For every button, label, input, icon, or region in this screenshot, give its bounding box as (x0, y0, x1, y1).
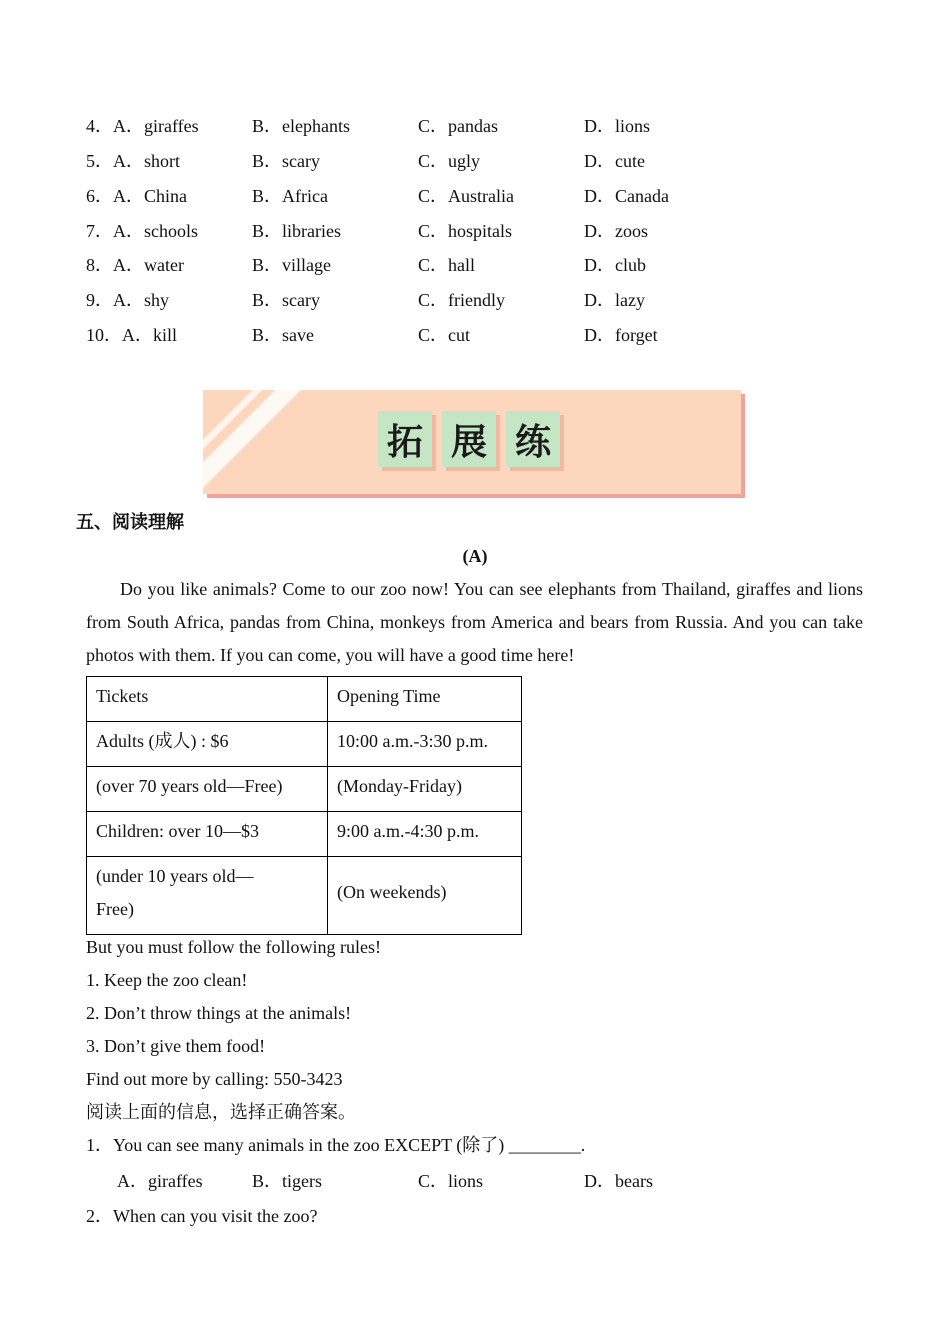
option-d (584, 288, 645, 312)
table-cell-text: (under 10 years old—Free) (96, 865, 254, 919)
option-letter: C． (418, 325, 449, 345)
option-b (252, 253, 331, 277)
option-text: short (144, 151, 180, 171)
option-letter: D． (584, 151, 615, 171)
rule-item: 1. Keep the zoo clean! (86, 970, 248, 990)
option-b (252, 288, 320, 312)
option-a (86, 219, 198, 243)
option-letter: A． (113, 290, 144, 310)
option-letter: C． (418, 116, 449, 136)
rules-and-questions (86, 931, 863, 1162)
rule-item: 2. Don’t throw things at the animals! (86, 1003, 352, 1023)
option-text: tigers (282, 1171, 323, 1191)
option-text: Africa (282, 186, 328, 206)
rules-intro: But you must follow the following rules! (86, 937, 381, 957)
question-row-5 (86, 149, 806, 173)
table-row (87, 812, 522, 857)
option-letter: B． (252, 290, 283, 310)
rule-item: 3. Don’t give them food! (86, 1036, 266, 1056)
option-c (418, 288, 505, 312)
reading-question-2 (86, 1204, 806, 1228)
table-cell: 10:00 a.m.-3:30 p.m. (328, 722, 522, 767)
option-text: shy (144, 290, 170, 310)
option-text: scary (282, 290, 320, 310)
option-text: zoos (615, 221, 648, 241)
option-text: China (144, 186, 187, 206)
option-a (86, 114, 199, 138)
option-d (584, 323, 658, 347)
passage-text: Do you like animals? Come to our zoo now! You can see elephants from Thailand, giraffes and lions from South Africa, pandas from China, monkeys from America and bears from Russia. And you can take photos with them. If you can come, you will have a good time here! (86, 579, 863, 665)
option-text: Canada (615, 186, 669, 206)
option-c (418, 1169, 483, 1193)
option-text: club (615, 255, 646, 275)
table-header-row (87, 677, 522, 722)
section-title: 五、阅读理解 (76, 512, 184, 533)
option-text: pandas (448, 116, 498, 136)
option-letter: D． (584, 255, 615, 275)
option-letter: A． (113, 116, 144, 136)
option-letter: A． (113, 221, 144, 241)
option-text: lazy (615, 290, 645, 310)
option-text: scary (282, 151, 320, 171)
banner-char: 展 (450, 421, 487, 463)
passage-label: (A) (462, 546, 488, 566)
contact-line: Find out more by calling: 550-3423 (86, 1069, 343, 1089)
option-letter: C． (418, 1171, 449, 1191)
option-text: kill (153, 325, 178, 345)
ticket-table (86, 676, 522, 935)
instruction-line: 阅读上面的信息，选择正确答案。 (86, 1102, 356, 1122)
banner-char-box (378, 411, 432, 467)
option-letter: C． (418, 255, 449, 275)
extension-practice-banner (203, 390, 741, 494)
option-d (584, 184, 669, 208)
table-cell: Adults (成人) : $6 (87, 722, 328, 767)
option-b (252, 114, 350, 138)
table-cell: (On weekends) (328, 857, 522, 935)
option-text: giraffes (148, 1171, 203, 1191)
question-number: 5． (86, 151, 113, 171)
option-d (584, 149, 645, 173)
option-letter: D． (584, 116, 615, 136)
option-letter: A． (113, 151, 144, 171)
option-letter: A． (113, 186, 144, 206)
option-c (418, 114, 498, 138)
question-number: 6． (86, 186, 113, 206)
option-text: libraries (282, 221, 341, 241)
table-row (87, 722, 522, 767)
question-row-7 (86, 219, 806, 243)
option-text: cute (615, 151, 645, 171)
option-letter: D． (584, 1171, 615, 1191)
table-cell: Children: over 10—$3 (87, 812, 328, 857)
option-text: save (282, 325, 314, 345)
option-d (584, 114, 650, 138)
option-text: elephants (282, 116, 350, 136)
question-row-4 (86, 114, 806, 138)
option-b (252, 219, 341, 243)
option-d (584, 1169, 653, 1193)
reading-question-1-options (86, 1169, 806, 1193)
question-number: 7． (86, 221, 113, 241)
option-letter: C． (418, 221, 449, 241)
table-cell: 9:00 a.m.-4:30 p.m. (328, 812, 522, 857)
option-letter: D． (584, 290, 615, 310)
question-row-9 (86, 288, 806, 312)
option-a (86, 253, 184, 277)
table-cell (87, 857, 328, 935)
option-c (418, 253, 475, 277)
banner-char-box (506, 411, 560, 467)
option-letter: B． (252, 1171, 283, 1191)
option-letter: A． (122, 325, 153, 345)
option-a (86, 323, 177, 347)
question-number: 9． (86, 290, 113, 310)
option-c (418, 184, 514, 208)
question-number: 4． (86, 116, 113, 136)
table-cell: (Monday-Friday) (328, 767, 522, 812)
option-letter: B． (252, 116, 283, 136)
option-text: schools (144, 221, 198, 241)
option-letter: B． (252, 151, 283, 171)
question-row-8 (86, 253, 806, 277)
option-text: village (282, 255, 331, 275)
option-a (86, 184, 187, 208)
option-letter: B． (252, 255, 283, 275)
table-row (87, 767, 522, 812)
table-header-cell: Opening Time (328, 677, 522, 722)
option-letter: B． (252, 186, 283, 206)
question-number: 8． (86, 255, 113, 275)
option-b (252, 149, 320, 173)
option-text: bears (615, 1171, 653, 1191)
question-stem: 2．When can you visit the zoo? (86, 1206, 318, 1226)
option-c (418, 323, 470, 347)
banner-char: 练 (514, 421, 551, 463)
option-a (86, 288, 169, 312)
reading-question-1: 1．You can see many animals in the zoo EXCEPT (除了) ________. (86, 1135, 586, 1155)
banner-char: 拓 (386, 421, 423, 463)
option-a (86, 1169, 203, 1193)
question-row-6 (86, 184, 806, 208)
option-letter: B． (252, 221, 283, 241)
table-cell: (over 70 years old—Free) (87, 767, 328, 812)
option-b (252, 1169, 322, 1193)
option-d (584, 253, 646, 277)
option-text: cut (448, 325, 471, 345)
option-text: Australia (448, 186, 514, 206)
question-row-10 (86, 323, 806, 347)
option-text: giraffes (144, 116, 199, 136)
option-text: forget (615, 325, 658, 345)
option-text: friendly (448, 290, 505, 310)
option-d (584, 219, 648, 243)
option-letter: C． (418, 290, 449, 310)
option-letter: C． (418, 151, 449, 171)
option-letter: C． (418, 186, 449, 206)
option-letter: A． (117, 1171, 148, 1191)
option-a (86, 149, 180, 173)
option-letter: D． (584, 221, 615, 241)
option-c (418, 149, 480, 173)
banner-char-box (442, 411, 496, 467)
option-letter: B． (252, 325, 283, 345)
option-text: lions (448, 1171, 484, 1191)
option-b (252, 184, 328, 208)
option-letter: D． (584, 325, 615, 345)
option-text: lions (615, 116, 651, 136)
table-row (87, 857, 522, 935)
option-letter: D． (584, 186, 615, 206)
option-text: ugly (448, 151, 481, 171)
option-text: hospitals (448, 221, 513, 241)
option-text: water (144, 255, 184, 275)
option-letter: A． (113, 255, 144, 275)
table-header-cell: Tickets (87, 677, 328, 722)
option-b (252, 323, 314, 347)
question-number: 10． (86, 325, 122, 345)
option-c (418, 219, 512, 243)
option-text: hall (448, 255, 476, 275)
